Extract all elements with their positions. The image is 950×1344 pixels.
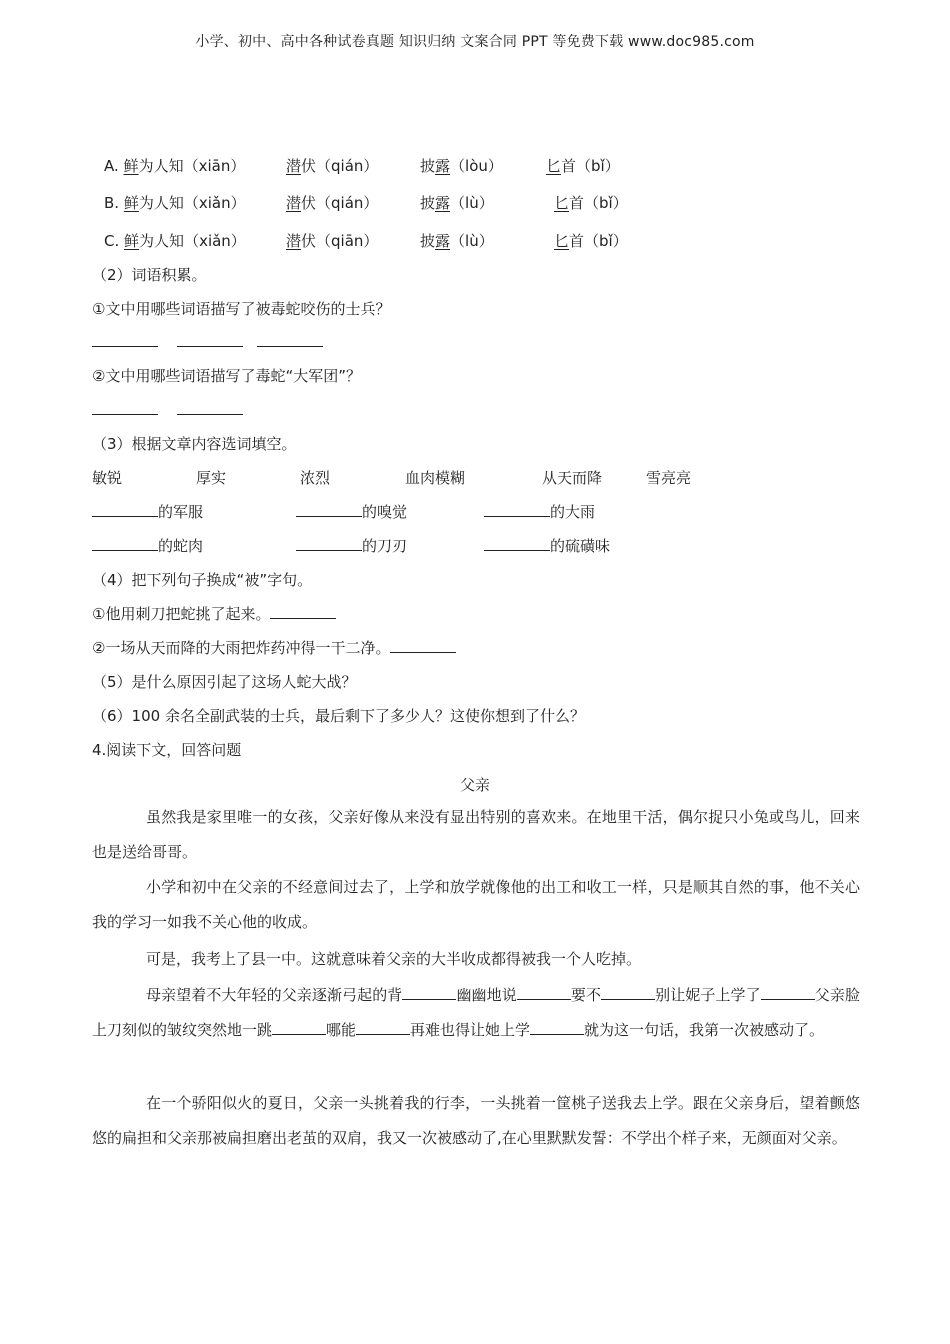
q2-1-blanks bbox=[92, 332, 323, 352]
answer-blank[interactable] bbox=[92, 536, 158, 551]
q6: （6）100 余名全副武装的士兵，最后剩下了多少人？这使你想到了什么？ bbox=[92, 707, 585, 725]
answer-blank[interactable] bbox=[270, 604, 336, 619]
punctuation-blank[interactable] bbox=[272, 1020, 326, 1035]
word-bank-item: 从天而降 bbox=[542, 469, 603, 487]
q2-1: ①文中用哪些词语描写了被毒蛇咬伤的士兵？ bbox=[92, 300, 391, 318]
document-page: 小学、初中、高中各种试卷真题 知识归纳 文案合同 PPT 等免费下载 www.doc985.com A. 鲜为人知（xiān） 潜伏（qián） 披露（lòu） 匕首（bǐ） B. 鲜为人知（xiǎn） 潜伏（qián） 披露（lù） 匕首（bǐ） C. 鲜为人知（xiǎn） 潜伏（qiān） 披露（lù） 匕首（bǐ） （2）词语积累。 ①文中用哪些词语描写了被毒蛇咬伤的士兵？ ②文中用哪些词语描写了毒蛇“大军团”？ （3）根据文章内容选词填空。 敏锐 厚实 浓烈 血肉模糊 从天而降 雪亮亮 的军服 的嗅觉 的大雨 的蛇肉 的刀刃 的硫磺味 （4）把下列句子换成“被”字句。 ①他用刺刀把蛇挑了起来。 ②一场从天而降的大雨把炸药冲得一干二净。 （5）是什么原因引起了这场人蛇大战？ （6）100 余名全副武装的士兵，最后剩下了多少人？这使你想到了什么？ 4.阅读下文，回答问题 父亲 虽然我是家里唯一的女孩，父亲好像从来没有显出特别的喜欢来。在地里干活，偶尔捉只小兔或鸟儿，回来也是送给哥哥。 小学和初中在父亲的不经意间过去了，上学和放学就像他的出工和收工一样，只是顺其自然的事，他不关心我的学习一如我不关心他的收成。 可是，我考上了县一中。这就意味着父亲的大半收成都得被我一个人吃掉。 母亲望着不大年轻的父亲逐渐弓起的背 幽幽地说 要不 别让妮子上学了 父亲脸上刀刻似的皱纹突然地一跳 哪能 再难也得让她上学 就为这一句话，我第一次被感动了。 在一个骄阳似火的夏日，父亲一头挑着我的行李，一头挑着一筐桃子送我去上学。跟在父亲身后，望着颤悠悠的扁担和父亲那被扁担磨出老茧的双肩，我又一次被感动了,在心里默默发誓：不学出个样子来，无颜面对父亲。 bbox=[0, 0, 950, 1344]
answer-blank[interactable] bbox=[92, 400, 158, 415]
q5: （5）是什么原因引起了这场人蛇大战？ bbox=[92, 673, 357, 691]
answer-blank[interactable] bbox=[92, 502, 158, 517]
q2-title: （2）词语积累。 bbox=[92, 266, 207, 284]
q4-title: （4）把下列句子换成“被”字句。 bbox=[92, 571, 313, 589]
q2-2: ②文中用哪些词语描写了毒蛇“大军团”？ bbox=[92, 367, 361, 385]
answer-blank[interactable] bbox=[177, 400, 243, 415]
punctuation-blank[interactable] bbox=[530, 1020, 584, 1035]
reading-question-heading: 4.阅读下文，回答问题 bbox=[92, 741, 242, 759]
answer-blank[interactable] bbox=[296, 536, 362, 551]
story-paragraph-1: 虽然我是家里唯一的女孩，父亲好像从来没有显出特别的喜欢来。在地里干活，偶尔捉只小兔或鸟儿，回来也是送给哥哥。 bbox=[92, 808, 860, 861]
punctuation-blank[interactable] bbox=[601, 985, 655, 1000]
answer-blank[interactable] bbox=[177, 332, 243, 347]
q3-title: （3）根据文章内容选词填空。 bbox=[92, 435, 297, 453]
fill-item: 的嗅觉 bbox=[296, 502, 407, 522]
q4-2: ②一场从天而降的大雨把炸药冲得一干二净。 bbox=[92, 638, 456, 658]
answer-blank[interactable] bbox=[92, 332, 158, 347]
answer-blank[interactable] bbox=[484, 536, 550, 551]
answer-blank[interactable] bbox=[484, 502, 550, 517]
page-header: 小学、初中、高中各种试卷真题 知识归纳 文案合同 PPT 等免费下载 www.doc985.com bbox=[195, 34, 755, 50]
answer-blank[interactable] bbox=[296, 502, 362, 517]
answer-blank[interactable] bbox=[390, 638, 456, 653]
punctuation-blank[interactable] bbox=[402, 985, 456, 1000]
fill-item: 的蛇肉 bbox=[92, 536, 203, 556]
story-title: 父亲 bbox=[459, 776, 490, 794]
fill-item: 的硫磺味 bbox=[484, 536, 610, 556]
word-bank-item: 敏锐 bbox=[92, 469, 123, 487]
punctuation-blank[interactable] bbox=[517, 985, 571, 1000]
q2-2-blanks bbox=[92, 400, 243, 420]
fill-item: 的军服 bbox=[92, 502, 203, 522]
word-bank-item: 血肉模糊 bbox=[405, 469, 466, 487]
story-paragraph-5: 在一个骄阳似火的夏日，父亲一头挑着我的行李，一头挑着一筐桃子送我去上学。跟在父亲身后，望着颤悠悠的扁担和父亲那被扁担磨出老茧的双肩，我又一次被感动了,在心里默默发誓：不学出个样子来，无颜面对父亲。 bbox=[92, 1094, 860, 1147]
story-paragraph-2: 小学和初中在父亲的不经意间过去了，上学和放学就像他的出工和收工一样，只是顺其自然的事，他不关心我的学习一如我不关心他的收成。 bbox=[92, 878, 860, 931]
word-bank-item: 厚实 bbox=[196, 469, 227, 487]
word-bank-item: 浓烈 bbox=[300, 469, 331, 487]
punctuation-blank[interactable] bbox=[356, 1020, 410, 1035]
word-bank-item: 雪亮亮 bbox=[646, 469, 692, 487]
story-paragraph-3: 可是，我考上了县一中。这就意味着父亲的大半收成都得被我一个人吃掉。 bbox=[146, 950, 642, 968]
answer-blank[interactable] bbox=[257, 332, 323, 347]
fill-item: 的刀刃 bbox=[296, 536, 407, 556]
story-paragraph-4: 母亲望着不大年轻的父亲逐渐弓起的背 幽幽地说 要不 别让妮子上学了 父亲脸上刀刻似的皱纹突然地一跳 哪能 再难也得让她上学 就为这一句话，我第一次被感动了。 bbox=[92, 986, 860, 1039]
fill-item: 的大雨 bbox=[484, 502, 595, 522]
punctuation-blank[interactable] bbox=[761, 985, 815, 1000]
q4-1: ①他用刺刀把蛇挑了起来。 bbox=[92, 604, 336, 624]
